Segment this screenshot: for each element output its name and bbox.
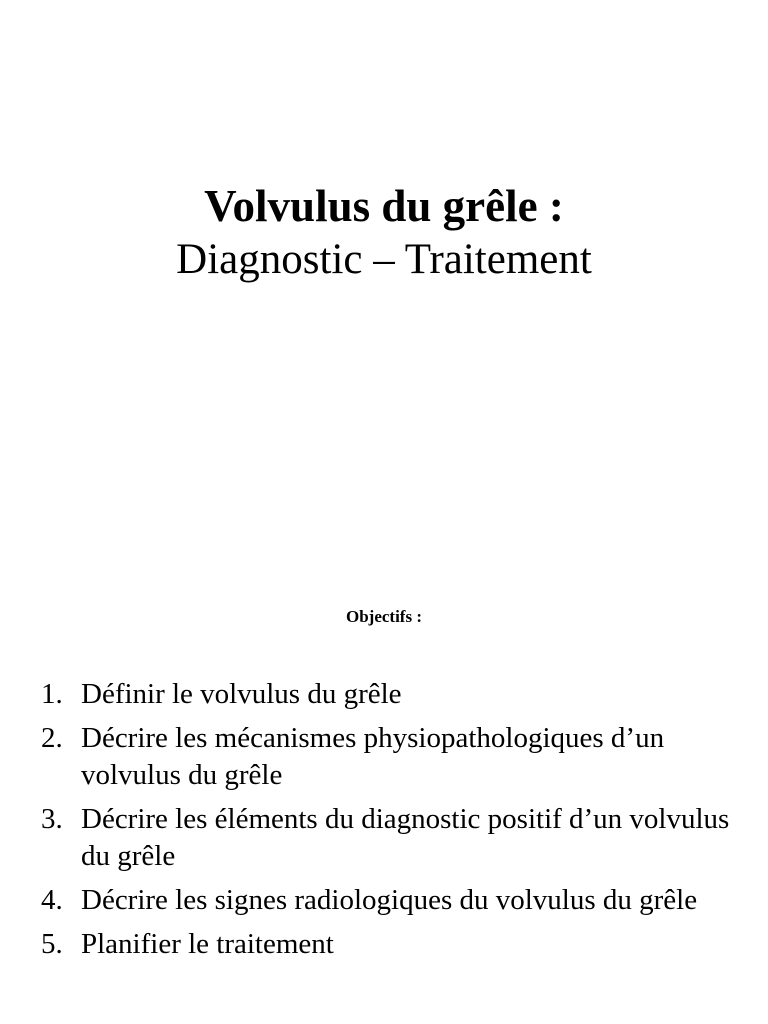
objective-number: 2. [41, 722, 63, 754]
objective-text: Décrire les signes radiologiques du volvulus du grêle [81, 884, 698, 916]
objective-number: 3. [41, 803, 63, 835]
objective-number: 5. [41, 928, 63, 960]
objective-item [36, 882, 736, 919]
objective-text: Définir le volvulus du grêle [81, 678, 402, 710]
page-title: Volvulus du grêle : [204, 181, 564, 231]
objective-text: Décrire les mécanismes physiopathologiques d’un volvulus du grêle [81, 722, 665, 791]
objective-item [36, 926, 736, 963]
objective-text: Décrire les éléments du diagnostic positif d’un volvulus du grêle [81, 803, 730, 872]
title-block [0, 178, 768, 286]
objective-number: 4. [41, 884, 63, 916]
objective-text: Planifier le traitement [81, 928, 334, 960]
objectives-heading: Objectifs : [345, 607, 422, 626]
page-subtitle: Diagnostic – Traitement [176, 236, 592, 283]
objective-item [36, 720, 736, 794]
objective-item [36, 801, 736, 875]
objective-item [36, 676, 736, 713]
objective-number: 1. [41, 678, 63, 710]
objectives-list [36, 676, 736, 970]
